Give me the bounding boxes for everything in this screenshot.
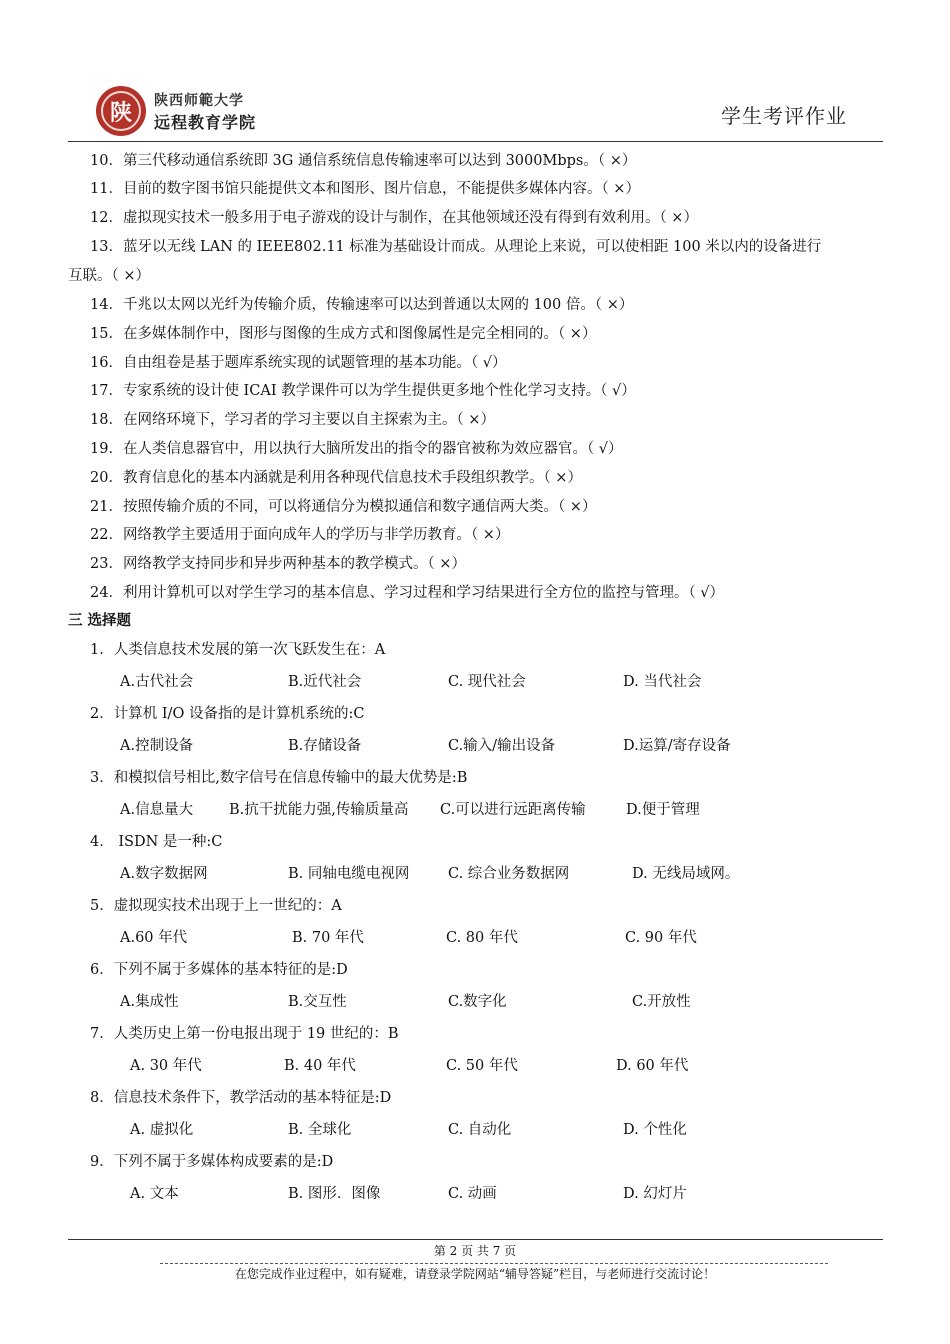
question-stem: 9．下列不属于多媒体构成要素的是:D <box>90 1154 334 1170</box>
option: C. 动画 <box>448 1186 497 1202</box>
option: C.可以进行远距离传输 <box>440 802 586 818</box>
question-stem: 4． ISDN 是一种:C <box>90 834 223 850</box>
question-stem: 6．下列不属于多媒体的基本特征的是:D <box>90 962 348 978</box>
option: B.近代社会 <box>288 674 362 690</box>
document-title: 学生考评作业 <box>721 104 847 128</box>
seal-character: 陕 <box>101 91 141 131</box>
judgment-item: 12．虚拟现实技术一般多用于电子游戏的设计与制作，在其他领域还没有得到有效利用。（ ×） <box>90 210 698 226</box>
question-stem: 5．虚拟现实技术出现于上一世纪的：A <box>90 898 342 914</box>
option: C. 50 年代 <box>446 1058 518 1074</box>
option: C.开放性 <box>632 994 691 1010</box>
option: B. 40 年代 <box>284 1058 356 1074</box>
option: C. 综合业务数据网 <box>448 866 570 882</box>
option: B. 同轴电缆电视网 <box>288 866 410 882</box>
option: B. 图形．图像 <box>288 1186 381 1202</box>
option: D. 当代社会 <box>623 674 702 690</box>
judgment-item: 23．网络教学支持同步和异步两种基本的教学模式。（ ×） <box>90 556 466 572</box>
option: D. 60 年代 <box>616 1058 689 1074</box>
question-stem: 7．人类历史上第一份电报出现于 19 世纪的：B <box>90 1026 399 1042</box>
question-stem: 3．和模拟信号相比,数字信号在信息传输中的最大优势是:B <box>90 770 468 786</box>
school-name: 远程教育学院 <box>154 113 257 132</box>
judgment-item: 13．蓝牙以无线 LAN 的 IEEE802.11 标准为基础设计而成。从理论上来说，可以使相距 100 米以内的设备进行 <box>90 239 822 255</box>
option: C. 现代社会 <box>448 674 526 690</box>
option: B. 70 年代 <box>292 930 364 946</box>
option: A.控制设备 <box>120 738 194 754</box>
footer-note: 在您完成作业过程中，如有疑难，请登录学院网站“辅导答疑”栏目，与老师进行交流讨论！ <box>234 1267 716 1281</box>
option: A. 虚拟化 <box>130 1122 194 1138</box>
judgment-item: 14．千兆以太网以光纤为传输介质，传输速率可以达到普通以太网的 100 倍。（ ×） <box>90 297 634 313</box>
university-seal-logo <box>96 86 146 136</box>
option: D. 无线局域网。 <box>632 866 740 882</box>
option: A.数字数据网 <box>120 866 208 882</box>
university-name: 陕西师範大学 <box>154 93 244 109</box>
option: D.运算/寄存设备 <box>623 738 731 754</box>
footer-divider <box>68 1239 883 1240</box>
option: C. 90 年代 <box>625 930 697 946</box>
option: C. 80 年代 <box>446 930 518 946</box>
judgment-item-continuation: 互联。（ ×） <box>68 268 151 284</box>
option: A.60 年代 <box>120 930 188 946</box>
judgment-item: 16．自由组卷是基于题库系统实现的试题管理的基本功能。（ √） <box>90 355 507 371</box>
judgment-item: 24．利用计算机可以对学生学习的基本信息、学习过程和学习结果进行全方位的监控与管理。（ √） <box>90 585 725 601</box>
judgment-item: 20．教育信息化的基本内涵就是利用各种现代信息技术手段组织教学。（ ×） <box>90 470 582 486</box>
option: C.输入/输出设备 <box>448 738 556 754</box>
option: A. 30 年代 <box>130 1058 202 1074</box>
section-heading: 三 选择题 <box>68 612 132 629</box>
footer-dashed-divider <box>160 1263 828 1264</box>
question-stem: 1．人类信息技术发展的第一次飞跃发生在：A <box>90 642 386 658</box>
option: A.集成性 <box>120 994 179 1010</box>
option: D. 幻灯片 <box>623 1186 687 1202</box>
question-stem: 2．计算机 I/O 设备指的是计算机系统的:C <box>90 706 365 722</box>
option: D.便于管理 <box>626 802 700 818</box>
option: B.交互性 <box>288 994 347 1010</box>
option: C. 自动化 <box>448 1122 512 1138</box>
question-stem: 8．信息技术条件下，教学活动的基本特征是:D <box>90 1090 392 1106</box>
option: B. 全球化 <box>288 1122 352 1138</box>
header-divider <box>68 141 883 142</box>
page-number: 第 2 页 共 7 页 <box>433 1244 517 1258</box>
option: A.古代社会 <box>120 674 194 690</box>
option: A.信息量大 <box>120 802 194 818</box>
option: D. 个性化 <box>623 1122 687 1138</box>
judgment-item: 21．按照传输介质的不同，可以将通信分为模拟通信和数字通信两大类。（ ×） <box>90 499 597 515</box>
option: B.存储设备 <box>288 738 362 754</box>
judgment-item: 10．第三代移动通信系统即 3G 通信系统信息传输速率可以达到 3000Mbps。（ ×） <box>90 153 637 169</box>
judgment-item: 17．专家系统的设计使 ICAI 教学课件可以为学生提供更多地个性化学习支持。（ √） <box>90 383 636 399</box>
judgment-item: 15．在多媒体制作中，图形与图像的生成方式和图像属性是完全相同的。（ ×） <box>90 326 597 342</box>
option: B.抗干扰能力强,传输质量高 <box>229 802 409 818</box>
judgment-item: 22．网络教学主要适用于面向成年人的学历与非学历教育。（ ×） <box>90 527 510 543</box>
option: A. 文本 <box>130 1186 179 1202</box>
judgment-item: 19．在人类信息器官中，用以执行大脑所发出的指令的器官被称为效应器官。（ √） <box>90 441 623 457</box>
option: C.数字化 <box>448 994 507 1010</box>
page-header <box>68 76 883 142</box>
judgment-item: 18．在网络环境下，学习者的学习主要以自主探索为主。（ ×） <box>90 412 495 428</box>
judgment-item: 11．目前的数字图书馆只能提供文本和图形、图片信息，不能提供多媒体内容。（ ×） <box>90 181 640 197</box>
